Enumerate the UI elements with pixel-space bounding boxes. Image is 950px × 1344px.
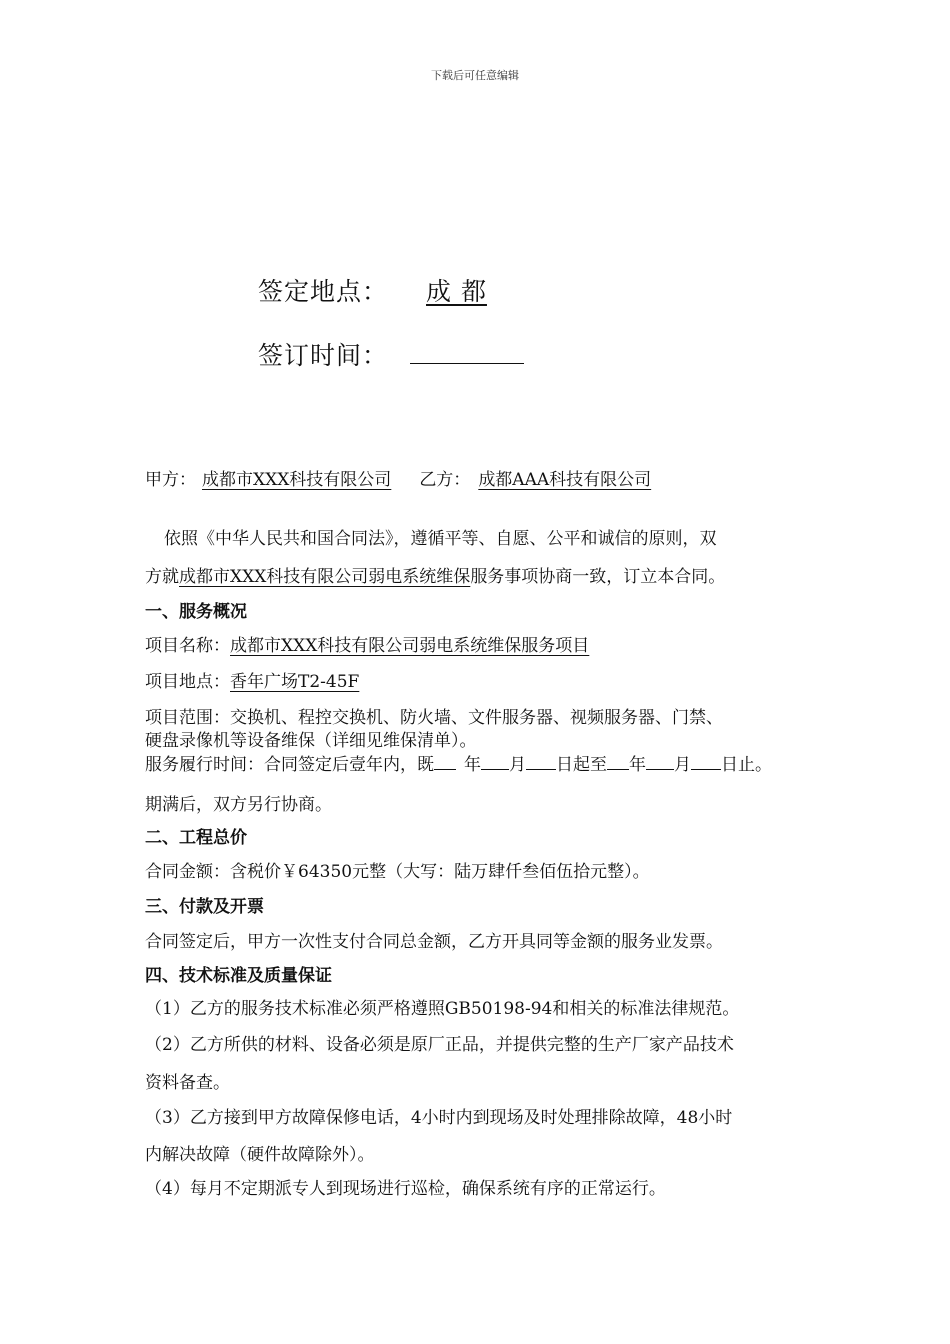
quality-item-1: （1）乙方的服务技术标准必须严格遵照GB50198-94和相关的标准法律规范。 [145,999,740,1019]
page-header: 下载后可任意编辑 [431,69,519,82]
quality-item-3-line-2: 内解决故障（硬件故障除外）。 [145,1145,375,1165]
party-b-label: 乙方： [419,470,471,490]
sign-time-line [258,336,524,372]
day-blank [691,752,721,770]
month-blank [481,752,509,770]
service-term-line-2: 期满后，双方另行协商。 [145,795,332,815]
term-text: 服务履行时间：合同签定后壹年内，既 [145,755,434,775]
term-text: 日起至 [556,755,607,775]
sign-place-value: 成 都 [426,277,487,306]
quality-item-4: （4）每月不定期派专人到现场进行巡检，确保系统有序的正常运行。 [145,1179,666,1199]
term-text: 日止。 [721,755,772,775]
section-1-title: 一、服务概况 [145,602,247,622]
sign-time-label: 签订时间： [258,341,389,370]
month-blank [646,752,674,770]
project-name-value: 成都市XXX科技有限公司弱电系统维保服务项目 [230,636,590,656]
sign-place-line [258,272,507,308]
sign-place-label: 签定地点： [258,277,389,306]
project-place-value: 香年广场T2-45F [230,672,360,692]
project-place-line [145,667,359,692]
scope-line-2: 硬盘录像机等设备维保（详细见维保清单）。 [145,731,477,751]
quality-item-2-line-1: （2）乙方所供的材料、设备必须是原厂正品，并提供完整的生产厂家产品技术 [145,1035,734,1055]
intro-line-1: 依照《中华人民共和国合同法》，遵循平等、自愿、公平和诚信的原则，双 [164,529,717,549]
quality-item-3-line-1: （3）乙方接到甲方故障保修电话，4小时内到现场及时处理排除故障，48小时 [145,1108,733,1128]
term-text: 年 [464,755,481,775]
party-b-value: 成都AAA科技有限公司 [478,470,652,490]
project-place-label: 项目地点： [145,672,230,692]
section-3-title: 三、付款及开票 [145,897,264,917]
party-a-label: 甲方： [145,470,196,490]
amount-line: 合同金额：含税价￥64350元整（大写：陆万肆仟叁佰伍拾元整）。 [145,862,650,882]
term-text: 月 [674,755,691,775]
term-text: 年 [629,755,646,775]
project-name-label: 项目名称： [145,636,230,656]
intro-line-2 [145,562,725,587]
intro-text: 服务事项协商一致，订立本合同。 [470,567,726,587]
year-blank [607,752,629,770]
year-blank [434,752,456,770]
party-a-value: 成都市XXX科技有限公司 [202,470,392,490]
day-blank [526,752,556,770]
quality-item-2-line-2: 资料备查。 [145,1073,230,1093]
intro-subject: 成都市XXX科技有限公司弱电系统维保 [179,567,471,587]
section-4-title: 四、技术标准及质量保证 [145,966,332,986]
term-text: 月 [509,755,526,775]
sign-time-blank [410,338,524,364]
intro-text: 方就 [145,567,179,587]
project-name-line [145,631,589,656]
service-term-line [145,750,772,775]
section-2-title: 二、工程总价 [145,828,247,848]
parties-line [145,465,653,490]
payment-line: 合同签定后，甲方一次性支付合同总金额，乙方开具同等金额的服务业发票。 [145,932,723,952]
scope-line-1: 项目范围：交换机、程控交换机、防火墙、文件服务器、视频服务器、门禁、 [145,708,723,728]
